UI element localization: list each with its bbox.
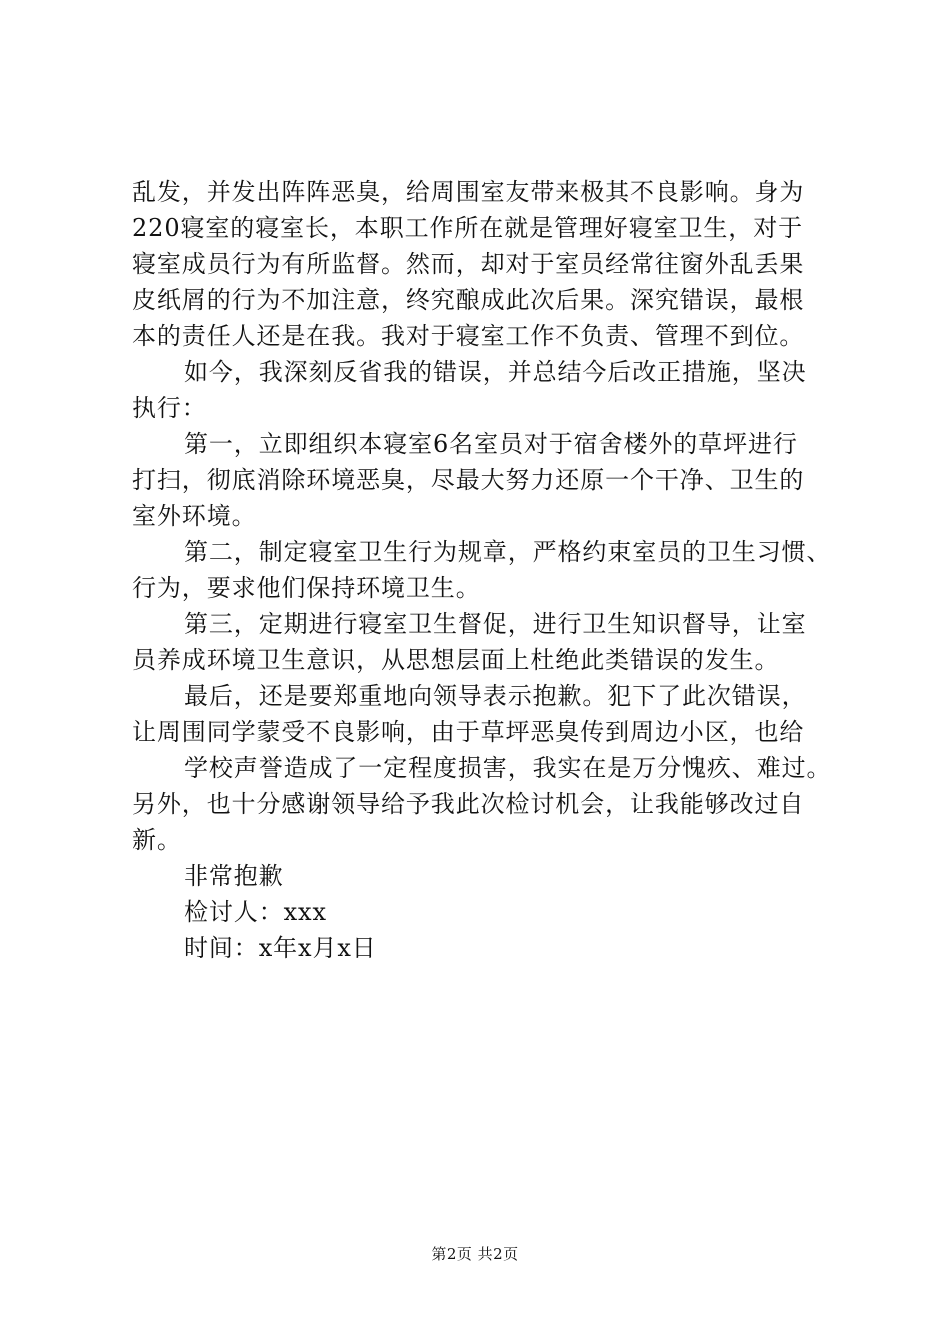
date-line: 时间：x年x月x日 [184,934,377,962]
paragraph-line: 如今，我深刻反省我的错误，并总结今后改正措施，坚决 [184,358,807,386]
paragraph-line: 行为，要求他们保持环境卫生。 [132,574,481,602]
paragraph-line: 第三，定期进行寝室卫生督促，进行卫生知识督导，让室 [184,610,807,638]
paragraph-line: 执行： [132,394,207,422]
paragraph-line: 乱发，并发出阵阵恶臭，给周围室友带来极其不良影响。身为 [132,178,805,206]
paragraph-line: 寝室成员行为有所监督。然而，却对于室员经常往窗外乱丢果 [132,250,805,278]
paragraph-line: 学校声誉造成了一定程度损害，我实在是万分愧疚、难过。 [184,754,832,782]
paragraph-line: 第二，制定寝室卫生行为规章，严格约束室员的卫生习惯、 [184,538,832,566]
paragraph-line: 本的责任人还是在我。我对于寝室工作不负责、管理不到位。 [132,322,805,350]
paragraph-line: 让周围同学蒙受不良影响，由于草坪恶臭传到周边小区，也给 [132,718,805,746]
paragraph-line: 室外环境。 [132,502,257,530]
paragraph-line: 新。 [132,826,182,854]
paragraph-line: 第一，立即组织本寝室6名室员对于宿舍楼外的草坪进行 [184,430,798,458]
author-line: 检讨人：xxx [184,898,327,926]
paragraph-line: 皮纸屑的行为不加注意，终究酿成此次后果。深究错误，最根 [132,286,805,314]
paragraph-line: 另外，也十分感谢领导给予我此次检讨机会，让我能够改过自 [132,790,805,818]
paragraph-line: 打扫，彻底消除环境恶臭，尽最大努力还原一个干净、卫生的 [132,466,805,494]
paragraph-line: 员养成环境卫生意识，从思想层面上杜绝此类错误的发生。 [132,646,780,674]
paragraph-line: 最后，还是要郑重地向领导表示抱歉。犯下了此次错误， [184,682,807,710]
closing-line: 非常抱歉 [184,862,284,890]
page-number: 第2页 共2页 [431,1245,519,1263]
paragraph-line: 220寝室的寝室长，本职工作所在就是管理好寝室卫生，对于 [132,214,804,242]
